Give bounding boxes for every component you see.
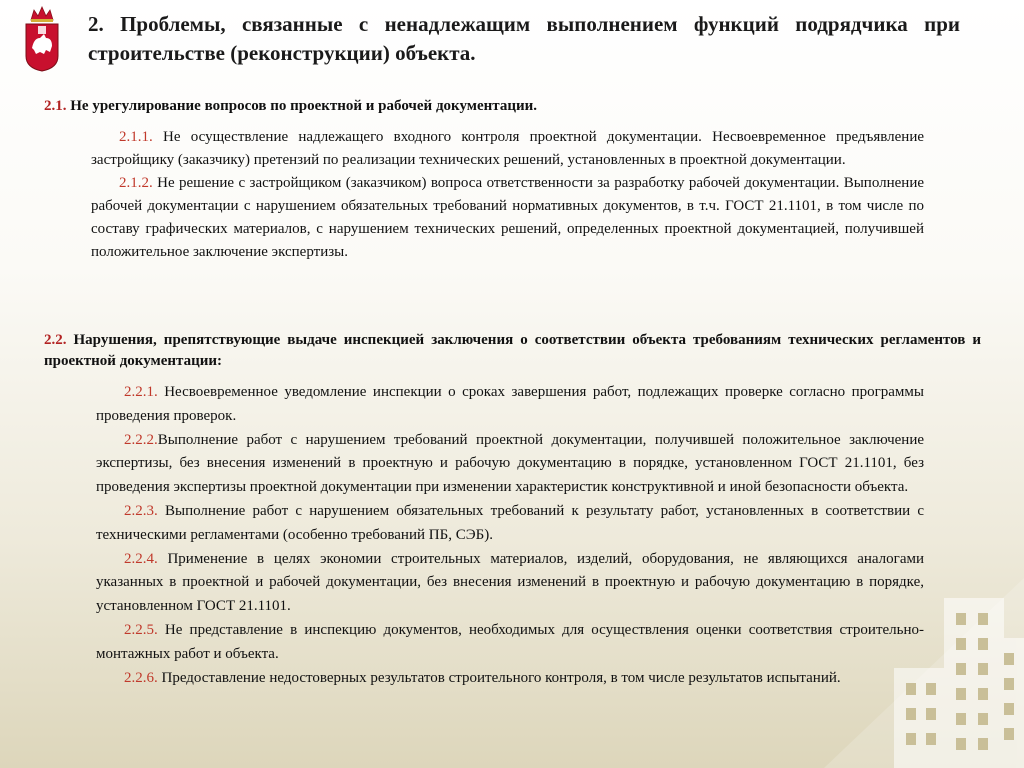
item-text: Выполнение работ с нарушением обязательных требований к результату работ, установленных в соответствии с техническими регламентами (особенно требований ПБ, СЭБ). bbox=[96, 502, 925, 543]
item-number: 2.2.6. bbox=[124, 669, 158, 686]
slide-title: 2. Проблемы, связанные с ненадлежащим выполнением функций подрядчика при строительстве (реконструкции) объекта. bbox=[88, 12, 960, 65]
section-heading-2-2 bbox=[44, 330, 981, 372]
section-heading-2-1 bbox=[44, 96, 944, 117]
item-text: Применение в целях экономии строительных материалов, изделий, оборудования, не являющихся аналогами указанных в проектной и рабочей документации, без внесения изменений в проектную и рабочую документацию в порядке, установленном ГОСТ 21.1101. bbox=[96, 550, 924, 615]
item-text: Выполнение работ с нарушением требований проектной документации, получившей положительное заключение экспертизы, без внесения изменений в проектную и рабочую документацию в порядке, установленном ГОСТ 21.1101, без проведения экспертизы проектной документации при изменении характеристик конструктивной и иной безопасности объекта. bbox=[96, 431, 924, 496]
list-item bbox=[96, 500, 924, 548]
item-number: 2.2.4. bbox=[124, 550, 158, 567]
list-item bbox=[96, 667, 924, 691]
coat-of-arms-icon bbox=[24, 4, 60, 72]
item-text: Не представление в инспекцию документов, необходимых для осуществления оценки соответствия строительно-монтажных работ и объекта. bbox=[96, 621, 925, 662]
item-text: Предоставление недостоверных результатов строительного контроля, в том числе результатов испытаний. bbox=[161, 669, 841, 686]
list-item bbox=[96, 381, 924, 429]
item-text: Не решение с застройщиком (заказчиком) вопроса ответственности за разработку рабочей документации. Выполнение рабочей документации с нарушением обязательных требований нормативных документов, в т.ч. ГОСТ 21.1101, в том числе по составу графических материалов, с нарушением технических решений, определенных проектной документацией, получившей положительное заключение экспертизы. bbox=[91, 175, 925, 260]
item-number: 2.1.1. bbox=[119, 129, 153, 145]
item-number: 2.2.3. bbox=[124, 502, 158, 519]
section-number: 2.2. bbox=[44, 332, 67, 348]
list-item bbox=[96, 429, 924, 500]
item-text: Несвоевременное уведомление инспекции о сроках завершения работ, подлежащих проверке согласно программы проведения проверок. bbox=[96, 384, 924, 424]
item-number: 2.1.2. bbox=[119, 175, 153, 191]
section-2-2-items bbox=[96, 381, 924, 690]
list-item bbox=[91, 126, 924, 172]
item-number: 2.2.5. bbox=[124, 621, 158, 638]
section-2-1-items bbox=[91, 126, 924, 264]
list-item bbox=[91, 172, 924, 264]
section-number: 2.1. bbox=[44, 98, 67, 114]
section-heading-text: Нарушения, препятствующие выдаче инспекцией заключения о соответствии объекта требованиям технических регламентов и проектной документации: bbox=[44, 332, 982, 369]
list-item bbox=[96, 619, 924, 667]
item-number: 2.2.2. bbox=[124, 431, 158, 448]
item-number: 2.2.1. bbox=[124, 384, 158, 400]
item-text: Не осуществление надлежащего входного контроля проектной документации. Несвоевременное предъявление застройщику (заказчику) претензий по реализации технических решений, установленных в проектной документации. bbox=[91, 129, 925, 168]
section-heading-text: Не урегулирование вопросов по проектной и рабочей документации. bbox=[70, 98, 538, 114]
list-item bbox=[96, 548, 924, 619]
